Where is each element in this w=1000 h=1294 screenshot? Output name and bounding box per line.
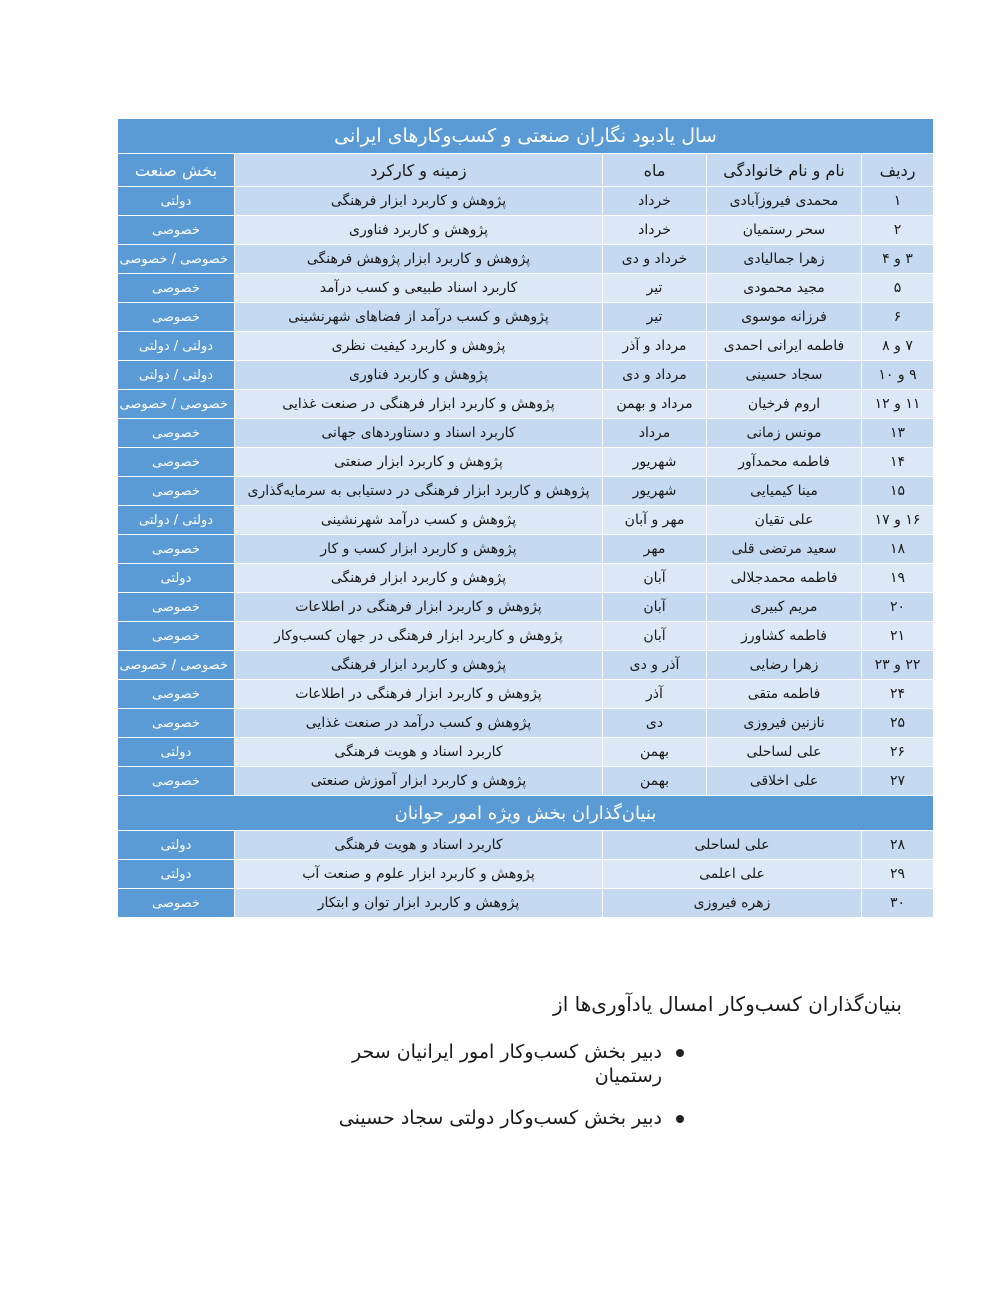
row-topic: پژوهش و کاربرد ابزار صنعتی [235,448,603,477]
row-topic: پژوهش و کاربرد ابزار فرهنگی در اطلاعات [235,593,603,622]
row-section: خصوصی [117,216,234,245]
row-number: ۲۹ [862,860,934,889]
row-name: سحر رستمیان [707,216,862,245]
table-row [117,477,933,506]
events-table [117,118,934,918]
row-month: تیر [603,274,707,303]
sub-table-title: بنیان‌گذاران بخش ویژه امور جوانان [117,796,933,831]
row-name: فاطمه کشاورز [707,622,862,651]
header-name: نام و نام خانوادگی [707,154,862,187]
table-row [117,709,933,738]
row-name: مونس زمانی [707,419,862,448]
table-row [117,738,933,767]
row-section: خصوصی [117,680,234,709]
note-item [302,1040,662,1088]
row-number: ۶ [862,303,934,332]
row-number: ۵ [862,274,934,303]
table-title: سال یادبود نگاران صنعتی و کسب‌وکارهای ایرانی [117,119,933,154]
row-section: دولتی [117,187,234,216]
row-topic: کاربرد اسناد و دستاوردهای جهانی [235,419,603,448]
table-row [117,564,933,593]
row-name: علی اعلمی [603,860,862,889]
header-num: ردیف [862,154,934,187]
row-section: خصوصی [117,419,234,448]
row-month: شهریور [603,477,707,506]
row-number: ۲۲ و ۲۳ [862,651,934,680]
row-name: زهرا رضایی [707,651,862,680]
table-row [117,448,933,477]
row-section: خصوصی [117,448,234,477]
row-number: ۱۸ [862,535,934,564]
note-item [302,1106,662,1130]
note-text: دبیر بخش کسب‌وکار امور ایرانیان سحر رستمیان [352,1041,662,1087]
row-number: ۳۰ [862,889,934,918]
table-row [117,535,933,564]
row-month: خرداد [603,187,707,216]
row-month: خرداد [603,216,707,245]
row-number: ۲۴ [862,680,934,709]
row-name: فاطمه محمدآور [707,448,862,477]
row-month: تیر [603,303,707,332]
notes-section [302,992,902,1148]
row-month: بهمن [603,738,707,767]
row-name: علی اخلاقی [707,767,862,796]
header-month: ماه [603,154,707,187]
row-month: آذر و دی [603,651,707,680]
row-section: دولتی [117,860,234,889]
row-section: خصوصی [117,593,234,622]
row-name: مینا کیمیایی [707,477,862,506]
table-row [117,767,933,796]
table-row [117,419,933,448]
row-month: آبان [603,622,707,651]
row-number: ۱۵ [862,477,934,506]
row-number: ۱۱ و ۱۲ [862,390,934,419]
row-number: ۱۶ و ۱۷ [862,506,934,535]
row-name: زهرا جمالیادی [707,245,862,274]
row-topic: پژوهش و کاربرد ابزار فرهنگی [235,187,603,216]
table-row [117,361,933,390]
row-number: ۲۶ [862,738,934,767]
row-number: ۱۴ [862,448,934,477]
row-topic: پژوهش و کاربرد ابزار فرهنگی در دستیابی به سرمایه‌گذاری [235,477,603,506]
row-number: ۱۳ [862,419,934,448]
header-section: بخش صنعت [117,154,234,187]
row-name: سعید مرتضی قلی [707,535,862,564]
table-row [117,274,933,303]
row-number: ۲۱ [862,622,934,651]
row-month: آبان [603,564,707,593]
row-section: خصوصی / خصوصی [117,651,234,680]
row-topic: پژوهش و کسب درآمد شهرنشینی [235,506,603,535]
row-section: خصوصی [117,303,234,332]
table-row [117,245,933,274]
header-topic: زمینه و کارکرد [235,154,603,187]
row-name: علی لساحلی [707,738,862,767]
table-row [117,332,933,361]
row-topic: کاربرد اسناد و هویت فرهنگی [235,831,603,860]
row-section: دولتی / دولتی [117,332,234,361]
row-month: مرداد [603,419,707,448]
row-section: دولتی [117,738,234,767]
table-row [117,303,933,332]
bullet-icon [676,1115,684,1123]
row-month: مهر [603,535,707,564]
row-name: زهره فیروزی [603,889,862,918]
row-topic: پژوهش و کاربرد فناوری [235,361,603,390]
row-topic: پژوهش و کاربرد ابزار کسب و کار [235,535,603,564]
row-name: فاطمه متقی [707,680,862,709]
notes-heading: بنیان‌گذاران کسب‌وکار امسال یادآوری‌ها از [553,992,902,1016]
row-section: خصوصی [117,274,234,303]
row-name: فرزانه موسوی [707,303,862,332]
row-number: ۳ و ۴ [862,245,934,274]
row-number: ۲۷ [862,767,934,796]
row-topic: پژوهش و کاربرد ابزار فرهنگی [235,564,603,593]
row-section: دولتی [117,564,234,593]
row-number: ۲۸ [862,831,934,860]
row-month: مهر و آبان [603,506,707,535]
row-month: مرداد و آذر [603,332,707,361]
row-topic: پژوهش و کاربرد فناوری [235,216,603,245]
row-section: خصوصی [117,477,234,506]
row-topic: پژوهش و کسب درآمد در صنعت غذایی [235,709,603,738]
row-number: ۱۹ [862,564,934,593]
table-row [117,680,933,709]
note-text: دبیر بخش کسب‌وکار دولتی سجاد حسینی [338,1107,662,1129]
table-row [117,216,933,245]
table-row [117,860,933,889]
row-section: دولتی / دولتی [117,506,234,535]
row-month: مرداد و بهمن [603,390,707,419]
row-month: خرداد و دی [603,245,707,274]
row-name: علی تقیان [707,506,862,535]
row-name: مریم کبیری [707,593,862,622]
row-month: آبان [603,593,707,622]
bullet-icon [676,1049,684,1057]
table-row [117,390,933,419]
row-section: خصوصی [117,889,234,918]
row-name: فاطمه محمدجلالی [707,564,862,593]
row-topic: کاربرد اسناد طبیعی و کسب درآمد [235,274,603,303]
row-topic: پژوهش و کاربرد ابزار فرهنگی در جهان کسب‌وکار [235,622,603,651]
row-name: مجید محمودی [707,274,862,303]
row-section: دولتی / دولتی [117,361,234,390]
row-number: ۹ و ۱۰ [862,361,934,390]
row-section: خصوصی [117,767,234,796]
row-topic: پژوهش و کاربرد ابزار فرهنگی در اطلاعات [235,680,603,709]
row-number: ۲۰ [862,593,934,622]
notes-list [302,1040,902,1130]
row-name: اروم فرخیان [707,390,862,419]
table-row [117,889,933,918]
row-topic: کاربرد اسناد و هویت فرهنگی [235,738,603,767]
table-row [117,187,933,216]
events-table-container [118,118,934,918]
row-topic: پژوهش و کاربرد ابزار علوم و صنعت آب [235,860,603,889]
row-month: مرداد و دی [603,361,707,390]
row-name: فاطمه ایرانی احمدی [707,332,862,361]
row-month: آذر [603,680,707,709]
row-name: سجاد حسینی [707,361,862,390]
row-month: شهریور [603,448,707,477]
row-number: ۷ و ۸ [862,332,934,361]
row-month: دی [603,709,707,738]
row-section: دولتی [117,831,234,860]
row-section: خصوصی / خصوصی [117,390,234,419]
row-number: ۲ [862,216,934,245]
table-row [117,622,933,651]
table-row [117,506,933,535]
row-section: خصوصی [117,535,234,564]
row-section: خصوصی [117,622,234,651]
row-number: ۱ [862,187,934,216]
row-name: محمدی فیروزآبادی [707,187,862,216]
table-row [117,593,933,622]
row-section: خصوصی / خصوصی [117,245,234,274]
row-name: نازنین فیروزی [707,709,862,738]
row-topic: پژوهش و کاربرد ابزار فرهنگی [235,651,603,680]
row-topic: پژوهش و کاربرد ابزار پژوهش فرهنگی [235,245,603,274]
table-row [117,831,933,860]
row-topic: پژوهش و کاربرد کیفیت نظری [235,332,603,361]
row-month: بهمن [603,767,707,796]
row-name: علی لساحلی [603,831,862,860]
row-number: ۲۵ [862,709,934,738]
row-topic: پژوهش و کاربرد ابزار آموزش صنعتی [235,767,603,796]
row-topic: پژوهش و کاربرد ابزار توان و ابتکار [235,889,603,918]
row-topic: پژوهش و کاربرد ابزار فرهنگی در صنعت غذایی [235,390,603,419]
row-section: خصوصی [117,709,234,738]
row-topic: پژوهش و کسب درآمد از فضاهای شهرنشینی [235,303,603,332]
table-row [117,651,933,680]
